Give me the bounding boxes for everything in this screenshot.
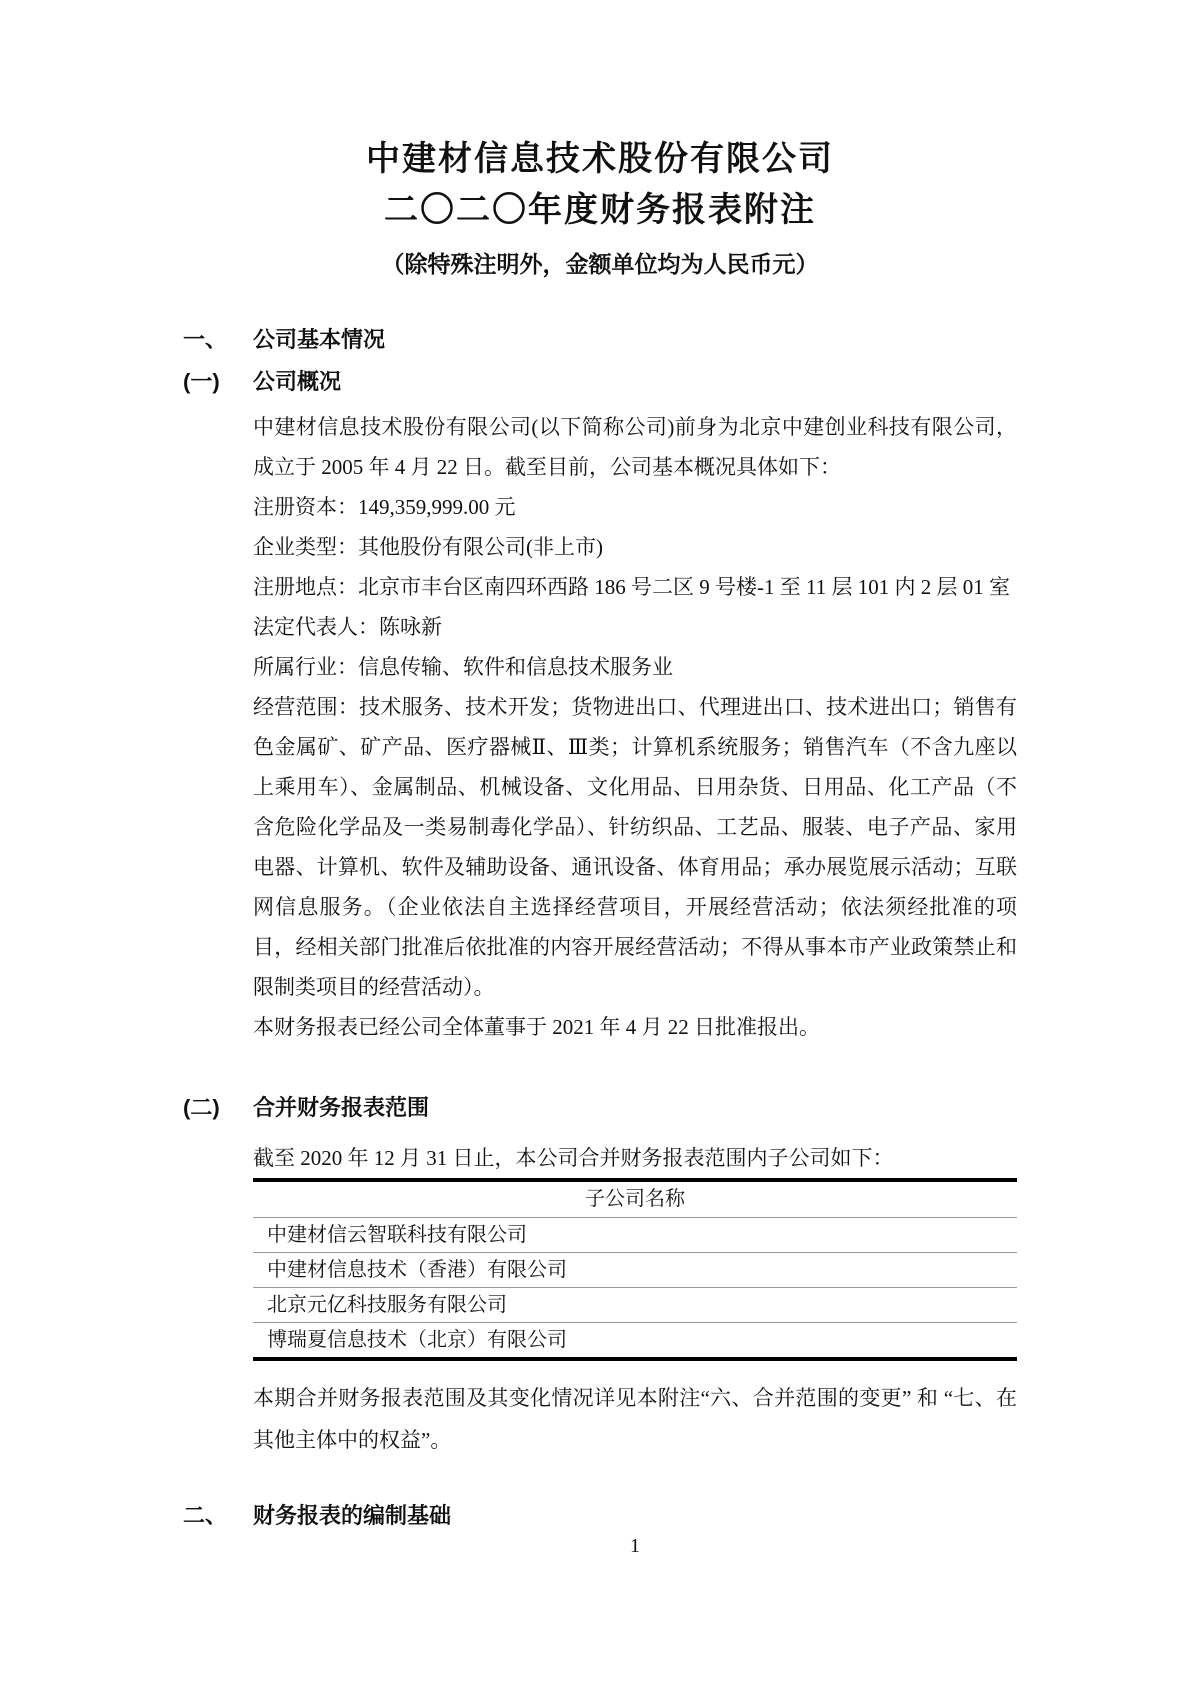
section-1a-heading: 公司概况 bbox=[253, 369, 342, 394]
paragraph-company-origin: 中建材信息技术股份有限公司(以下简称公司)前身为北京中建创业科技有限公司，成立于 2005 年 4 月 22 日。截至目前，公司基本概况具体如下： bbox=[253, 415, 1017, 479]
page-number: 1 bbox=[630, 1535, 640, 1557]
section-1-label: 一、 bbox=[183, 327, 228, 352]
consolidation-scope-note bbox=[253, 1377, 1017, 1461]
table-row: 中建材信云智联科技有限公司 bbox=[253, 1218, 1017, 1253]
section-3-heading-row bbox=[0, 1501, 1200, 1531]
table-row: 北京元亿科技服务有限公司 bbox=[253, 1288, 1017, 1323]
table-row: 博瑞夏信息技术（北京）有限公司 bbox=[267, 1329, 567, 1351]
paragraph-consolidation-note: 本期合并财务报表范围及其变化情况详见本附注“六、合并范围的变更” 和 “七、在其他主体中的权益”。 bbox=[253, 1386, 1017, 1452]
document-title-line2: 二〇二〇年度财务报表附注 bbox=[384, 191, 816, 229]
paragraph-report-approval: 本财务报表已经公司全体董事于 2021 年 4 月 22 日批准报出。 bbox=[253, 1015, 820, 1039]
section-2-heading-row bbox=[0, 1093, 1200, 1123]
section-3-heading: 财务报表的编制基础 bbox=[253, 1503, 452, 1528]
table-row: 中建材信息技术（香港）有限公司 bbox=[253, 1253, 1017, 1288]
document-subtitle: （除特殊注明外，金额单位均为人民币元） bbox=[381, 251, 819, 277]
paragraph-enterprise-type: 企业类型：其他股份有限公司(非上市) bbox=[253, 535, 603, 559]
paragraph-registered-capital: 注册资本：149,359,999.00 元 bbox=[253, 495, 516, 519]
consolidation-scope-intro bbox=[253, 1138, 1017, 1178]
section-2-label: (二) bbox=[183, 1095, 220, 1120]
subsidiaries-table-header: 子公司名称 bbox=[253, 1182, 1017, 1218]
section-2-heading: 合并财务报表范围 bbox=[253, 1095, 430, 1120]
document-title-line1: 中建材信息技术股份有限公司 bbox=[366, 140, 834, 178]
company-profile-paragraphs bbox=[253, 407, 1017, 1047]
section-1a-heading-row bbox=[0, 367, 1200, 397]
section-1-heading-row bbox=[0, 325, 1200, 355]
paragraph-registered-address: 注册地点：北京市丰台区南四环西路 186 号二区 9 号楼-1 至 11 层 101 内 2 层 01 室 bbox=[253, 575, 1010, 599]
paragraph-business-scope: 经营范围：技术服务、技术开发；货物进出口、代理进出口、技术进出口；销售有色金属矿、矿产品、医疗器械Ⅱ、Ⅲ类；计算机系统服务；销售汽车（不含九座以上乘用车）、金属制品、机械设备、文化用品、日用杂货、日用品、化工产品（不含危险化学品及一类易制毒化学品）、针纺织品、工艺品、服装、电子产品、家用电器、计算机、软件及辅助设备、通讯设备、体育用品；承办展览展示活动；互联网信息服务。（企业依法自主选择经营项目，开展经营活动；依法须经批准的项目，经相关部门批准后依批准的内容开展经营活动；不得从事本市产业政策禁止和限制类项目的经营活动）。 bbox=[253, 695, 1017, 999]
paragraph-consolidation-intro: 截至 2020 年 12 月 31 日止，本公司合并财务报表范围内子公司如下： bbox=[253, 1146, 894, 1170]
section-3-label: 二、 bbox=[183, 1503, 228, 1528]
section-1a-label: (一) bbox=[183, 369, 220, 394]
paragraph-legal-representative: 法定代表人：陈咏新 bbox=[253, 615, 442, 639]
subsidiaries-table bbox=[253, 1178, 1017, 1361]
section-1-heading: 公司基本情况 bbox=[253, 327, 386, 352]
paragraph-industry: 所属行业：信息传输、软件和信息技术服务业 bbox=[253, 655, 673, 679]
